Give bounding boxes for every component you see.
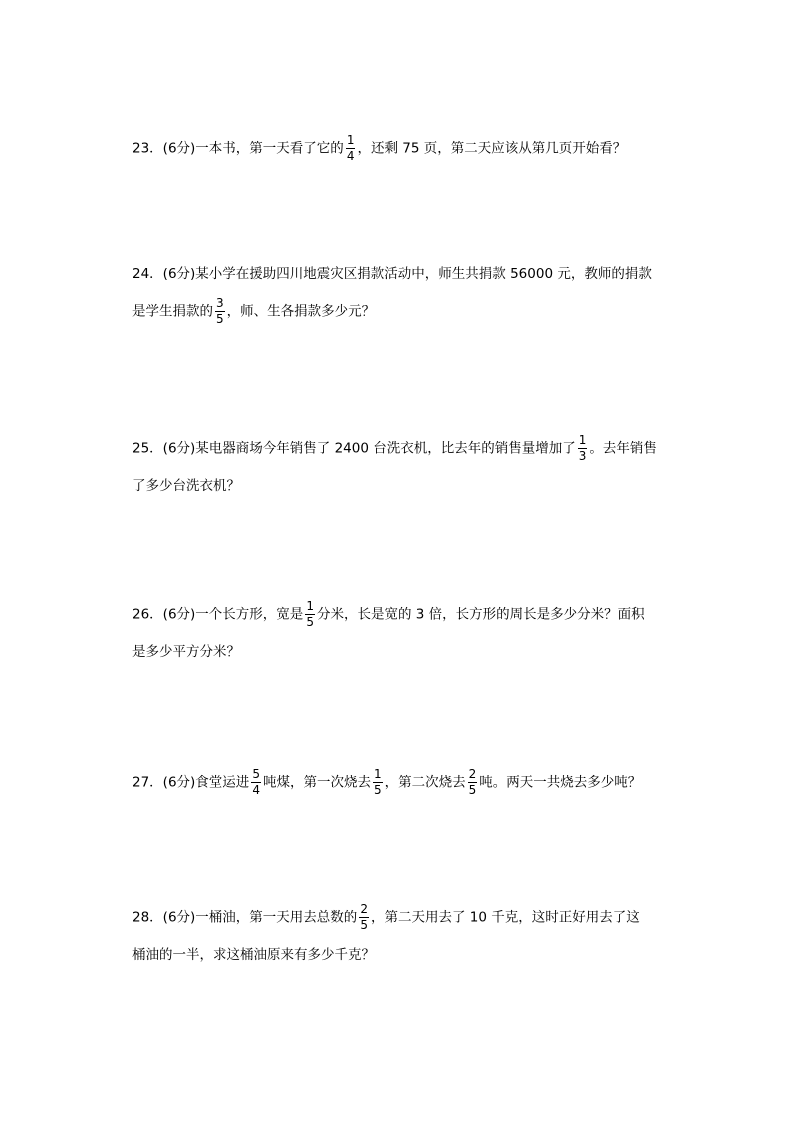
question-26	[132, 600, 672, 661]
fraction	[251, 768, 261, 797]
fraction	[578, 434, 588, 463]
question-25-line-2	[132, 477, 672, 495]
fraction-numerator: 5	[252, 767, 260, 781]
fraction-denominator: 3	[578, 449, 587, 463]
question-text: 吨煤，第一次烧去	[262, 774, 371, 791]
question-text: 27．(6分)食堂运进	[132, 774, 250, 791]
fraction-denominator: 5	[216, 312, 224, 326]
fraction	[359, 903, 369, 932]
question-text: ，第二次烧去	[384, 774, 466, 791]
question-text: 23．(6分)一本书，第一天看了它的	[132, 140, 344, 157]
fraction-numerator: 1	[346, 133, 355, 147]
fraction-denominator: 5	[468, 783, 477, 797]
question-25	[132, 434, 672, 495]
fraction-denominator: 5	[373, 783, 382, 797]
fraction-denominator: 5	[306, 615, 314, 629]
fraction	[305, 600, 315, 629]
question-26-line-2	[132, 643, 672, 661]
question-27-line-1	[132, 768, 672, 797]
question-24-line-1	[132, 265, 672, 283]
question-text: ，还剩 75 页，第二天应该从第几页开始看？	[357, 140, 627, 157]
question-text: 是多少平方分米？	[132, 644, 240, 660]
question-26-line-1	[132, 600, 672, 629]
question-text: 桶油的一半，求这桶油原来有多少千克？	[132, 947, 375, 963]
question-text: 。去年销售	[589, 440, 657, 457]
fraction-numerator: 3	[216, 296, 224, 310]
question-24	[132, 265, 672, 326]
fraction	[346, 134, 356, 163]
question-text: 是学生捐款的	[132, 303, 213, 320]
fraction-denominator: 4	[346, 149, 355, 163]
question-23	[132, 134, 672, 163]
question-28-line-1	[132, 903, 672, 932]
fraction-numerator: 2	[360, 902, 368, 916]
question-28-line-2	[132, 946, 672, 964]
fraction-numerator: 2	[468, 767, 477, 781]
question-text: 吨。两天一共烧去多少吨？	[479, 774, 642, 791]
question-text: 24．(6分)某小学在援助四川地震灾区捐款活动中，师生共捐款 56000 元，教师的捐款	[132, 266, 652, 282]
fraction-numerator: 1	[578, 433, 587, 447]
fraction-denominator: 4	[252, 783, 260, 797]
question-28	[132, 903, 672, 964]
question-text: 25．(6分)某电器商场今年销售了 2400 台洗衣机，比去年的销售量增加了	[132, 440, 576, 457]
question-text: 28．(6分)一桶油，第一天用去总数的	[132, 909, 358, 926]
question-text: 了多少台洗衣机？	[132, 478, 240, 494]
fraction-numerator: 1	[373, 767, 382, 781]
fraction-denominator: 5	[360, 918, 368, 932]
question-24-line-2	[132, 297, 672, 326]
question-27	[132, 768, 672, 797]
fraction	[468, 768, 478, 797]
question-text: 分米，长是宽的 3 倍，长方形的周长是多少分米？面积	[316, 606, 645, 623]
question-text: 26．(6分)一个长方形，宽是	[132, 606, 304, 623]
question-text: ，师、生各捐款多少元？	[226, 303, 376, 320]
question-text: ，第二天用去了 10 千克，这时正好用去了这	[370, 909, 640, 926]
fraction-numerator: 1	[306, 599, 314, 613]
question-25-line-1	[132, 434, 672, 463]
question-23-line-1	[132, 134, 672, 163]
fraction	[373, 768, 383, 797]
fraction	[215, 297, 225, 326]
